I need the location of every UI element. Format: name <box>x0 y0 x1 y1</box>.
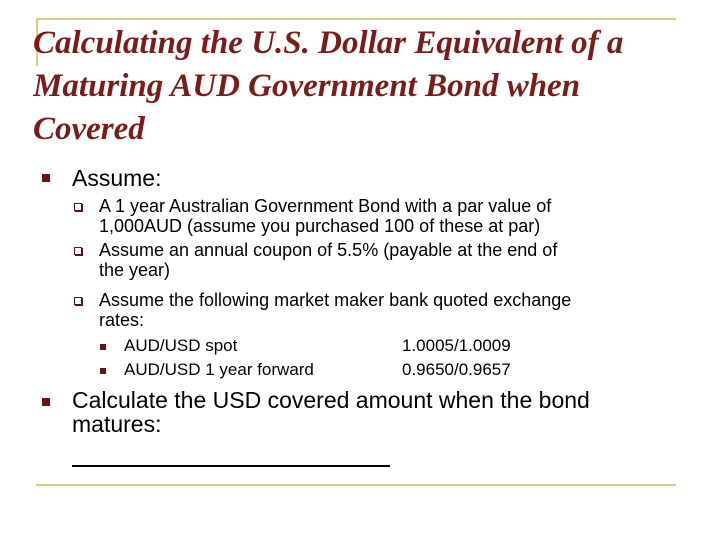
square-bullet-icon <box>42 398 50 406</box>
bottom-accent-rule <box>36 484 676 486</box>
hollow-square-bullet-icon <box>74 203 82 211</box>
subitem-rates-line-2: rates: <box>99 310 145 330</box>
square-bullet-icon <box>42 174 50 182</box>
subitem-rates-line-1: Assume the following market maker bank quoted exchange <box>99 290 572 310</box>
rate-spot-label: AUD/USD spot <box>124 336 238 355</box>
rate-forward-label: AUD/USD 1 year forward <box>124 360 314 379</box>
title-line-1: Calculating the U.S. Dollar Equivalent of a <box>33 25 624 61</box>
subitem-coupon-line-1: Assume an annual coupon of 5.5% (payable at the end of <box>99 240 558 260</box>
hollow-square-bullet-icon <box>74 247 82 255</box>
title-line-2: Maturing AUD Government Bond when <box>33 68 581 104</box>
small-square-bullet-icon <box>100 344 106 350</box>
bullet-calculate-line-2: matures: <box>72 411 162 437</box>
top-accent-rule <box>36 18 676 20</box>
title-line-3: Covered <box>33 111 145 147</box>
answer-blank-line <box>72 465 390 467</box>
slide-title <box>33 22 720 151</box>
rate-forward-value: 0.9650/0.9657 <box>402 360 511 379</box>
subitem-bond-line-2: 1,000AUD (assume you purchased 100 of these at par) <box>99 216 541 236</box>
hollow-square-bullet-icon <box>74 297 82 305</box>
subitem-bond-line-1: A 1 year Australian Government Bond with a par value of <box>99 196 552 216</box>
rate-spot-value: 1.0005/1.0009 <box>402 336 511 355</box>
bullet-assume: Assume: <box>72 165 162 191</box>
subitem-coupon-line-2: the year) <box>99 260 171 280</box>
small-square-bullet-icon <box>100 368 106 374</box>
bullet-calculate-line-1: Calculate the USD covered amount when the bond <box>72 387 590 413</box>
